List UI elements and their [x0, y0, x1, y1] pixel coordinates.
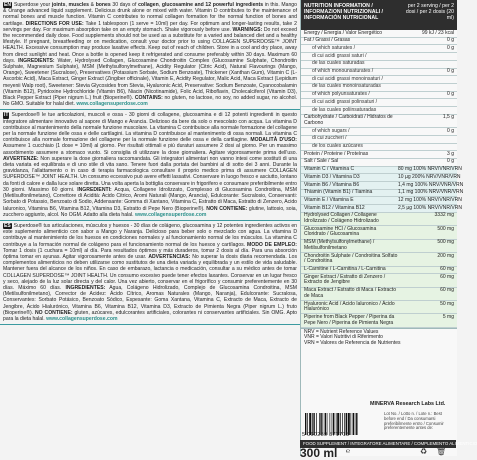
volume-label: 300 ml — [300, 446, 338, 460]
nutrient-name: Chondroitin Sulphate / Condroitina Solfato / Condroitina — [304, 252, 398, 265]
footnote-vnr: VNR = Valori Nutritivi di Riferimento — [304, 334, 383, 341]
en-directions-heading: DIRECTIONS FOR USE: — [25, 20, 84, 27]
nutrient-value — [398, 108, 454, 114]
it-directions: Assumere 1 cucchiaio (1 dose = 10ml) al giorno. Per risultati ottimali e più duraturi assumere 2 dosi al giorno. Per un massimo assorbimento assumere a stomaco vuoto. Si consiglia di utilizzare la dose giornaliera. Agitare vigorosamente prima dell'uso. — [3, 143, 297, 156]
it-intro: Superdose® le tue articolazioni, muscoli e ossa - 30 giorni di collagene, glucosamina e di 12 potenti ingredienti in questo integratore alimentare innovativo al sapore di Mango e Arancia. Delizioso da bere da solo o mescolato con acqua. La vitamina D contribuisce al mantenimento della normale funzione muscolare. La vitamina C contribuisce alla normale formazione del collagene per la normale funzione delle ossa e delle cartilagini. La vitamina D contribuisce al mantenimento di ossa normali. La vitamina C contribuisce alla normale formazione del collagene per la normale funzione delle ossa e della cartilagine. — [3, 112, 297, 144]
nutrient-value: 0 g — [447, 44, 454, 51]
en-ingredients: Water, Hydrolysed Collagen, Glucosamine Chondroitin Complex (Glucosamine Sulphate, Chondroitin Sulphate, Magnesium Sulphate), MSM (Methylsulfonylmethane), Acidity Regulator (Citric Acid), Natural Flavourings (Mango, Orange), Sweetener (Sucralose), Preservatives (Potassium Sorbate, Sodium Benzoate), Thickener (Xanthan Gum), Vitamin C (L-Ascorbic Acid), Maca Extract, Ginger Extract (Zingiber officinale), Vitamin E, Acidity Regulator, Malic Acid, Maca Extract (Lepidium meyenii Walp root), Sweetener: Stevia Glycosides from Stevia, Hyaluronic Acid, Preservative: Sodium Benzoate, Cyanocobalamin (Vitamin B12), Pyridoxine Hydrochloride (Vitamin B6), Niacin (Nicotinamide), Folic Acid, Riboflavin, Cholecalciferol (Vitamin D3), Black Pepper Extract (Piper nigrum L.) fruit (Bioperine®). — [3, 57, 297, 102]
en-body: in this. Mango & Orange advanced liquid supplement. Delicious drunk alone or mixed with water. Vitamin D contributes to the maintenance of normal bones and muscle function. Vitamin C contributes to normal collagen formation for the normal function of bones and cartilage. — [3, 2, 297, 27]
nutrient-name: Fat / Grassi / Grasas — [304, 37, 351, 44]
nutrient-name: Piperine from Black Pepper / Piperina da Pepe Nero / Piperina de Pimienta Negra — [304, 313, 395, 326]
nutrient-name: Maca Extract / Estratto di Maca / Extracto de Maca — [304, 287, 396, 299]
nutrient-name: of which polyunsaturates / — [312, 91, 370, 98]
nutrition-row — [301, 288, 457, 301]
nutrient-value — [398, 100, 454, 106]
ingredients-keyword: and 12 powerful ingredients — [194, 2, 264, 8]
nutrition-row — [301, 274, 457, 287]
nutrient-name: di cui acidi grassi saturi / — [312, 52, 367, 59]
nutrient-name: di cui zuccheri / — [312, 135, 347, 142]
bones-keyword: bones — [95, 2, 111, 8]
nutrient-value: 10 µg 200% NRV/VNR/VRN — [398, 173, 461, 180]
language-tag-en: EN — [4, 2, 11, 8]
nutrient-value — [398, 61, 454, 67]
es-warnings: No superar la dosis diaria recomendada. Los complementos alimenticios no deben utilizarse como sustitutos de una dieta variada y equilibrada y un estilo de vida saludable. Mantener fuera del alcance de los niños. En caso de embarazo, lactancia o medicación, consultar a su médico antes de tomar COLLAGEN SUPERDOSE™ JOINT HEALTH. Un consumo excesivo puede tener efectos laxantes. Conservar en un lugar fresco y seco, alejado de la luz solar directa y del calor. Una vez abierto, conservar en el frigorífico y consumir preferentemente en 30 días. Máximo 60 días. — [3, 253, 297, 291]
en-warnings: Do not exceed the recommended daily dose. Food supplements should not be used as a substitute for a varied and balanced diet and a healthy lifestyle. If pregnant, breastfeeding or on medication, consult your doctor prior to using COLLAGEN SUPERDOSE™ JOINT HEALTH. Excessive consumption may produce laxative effects. Keep out of reach of children. Store in a cool and dry place, away from direct sunlight and heat. Once a bottle is opened keep it refrigerated and consume preferably within 30 days. Maximum 60 days. — [3, 26, 297, 64]
nutrition-row — [301, 115, 457, 128]
recycle-icon: ♻ — [420, 447, 428, 456]
nutrient-value: 0 g — [447, 91, 454, 98]
language-tag-es: ES — [4, 222, 11, 229]
it-ingredients-heading: INGREDIENTI: — [77, 186, 112, 193]
nutrient-value: 1,1 mg 100% NRV/VNR/VRN — [398, 189, 464, 196]
nutrition-row — [301, 173, 461, 182]
en-contains-heading: CONTAINS: — [134, 95, 163, 102]
nutrition-footnotes — [301, 328, 457, 348]
nutrition-table — [300, 0, 464, 456]
en-website-link[interactable]: www.collagensuperdose.com — [76, 101, 148, 108]
nutrient-value — [398, 136, 454, 142]
barcode-number: 5 060259 571718 — [302, 432, 350, 438]
nutrient-value: 3332 mg — [434, 212, 454, 219]
intro-superdose: Superdose — [13, 2, 39, 8]
nutrient-name: MSM (Methylsulfonylmethane) / Metilsulfonilmetano — [304, 239, 375, 251]
nutrient-value: 12 mg 100% NRV/VNR/VRN — [398, 196, 462, 203]
italian-section — [0, 110, 300, 220]
nutrient-name: di cui acidi grassi monoinsaturi / — [312, 75, 383, 82]
serving-column-header: per 2 serving / per 2 dosi / per 2 dosis (20 ml) — [405, 3, 454, 21]
footnote-nrv: NRV = Nutrient Reference Values — [304, 328, 379, 335]
nutrient-value: 80 mg 100% NRV/VNR/VRN — [398, 166, 462, 173]
it-contains: glutine, lattosio, soia, zucchero aggiunto, alcol. No OGM. Adatto alla dieta halal. — [3, 205, 297, 218]
it-contains-heading: NON CONTIENE: — [206, 205, 248, 212]
es-intro: Superdose® tus articulaciones, músculos y huesos - 30 días de colágeno, glucosamina y 12 potentes ingredientes activos en este suplemento alimenticio con sabor a Mango y Naranja. Delicioso para beber solo o mezclado con agua. La vitamina D contribuye al mantenimiento de los huesos en condiciones normales y al funcionamiento normal de los músculos. La vitamina C contribuye a la formación normal de colágeno para el funcionamiento normal de los huesos y cartílagos. — [3, 222, 297, 248]
nutrient-name: di cui acidi grassi polinsaturi / — [312, 98, 378, 105]
nutrient-name: of which sugars / — [312, 127, 350, 134]
nutrient-value: 2,5 µg 100% NRV/VNR/VRN — [398, 204, 462, 211]
nutrient-name: Vitamin C / Vitamina C — [304, 166, 355, 173]
nutrient-value: 5 mg — [442, 313, 454, 320]
nutrient-name: Vitamin E / Vitamina E — [304, 196, 354, 203]
nutrition-rows — [301, 29, 464, 328]
es-contains: gluten, azúcares, edulcorantes artificiales, colorantes ni conservantes artificiales. Sin OMG. Apto para la dieta halal. — [3, 309, 297, 322]
food-supplement-banner: FOOD SUPPLEMENT / INTEGRATORE ALIMENTARE / COMPLEMENTO ALIMENTICIO — [300, 440, 456, 448]
it-warnings-heading: AVVERTENZE: — [3, 155, 39, 162]
nutrient-name: Energy / Energia / Valor Energético — [304, 29, 383, 36]
nutrient-value: 60 mg — [440, 266, 454, 272]
nutrient-value: 0 g — [447, 158, 454, 165]
nutrient-name: de las cuales saturadas — [312, 60, 365, 67]
nutrient-value: 0 g — [447, 37, 454, 44]
nutrient-value — [398, 54, 454, 60]
es-ingredients: Agua, Colágeno Hidrolizado, Complejo de Glucosamina Condroitina, MSM (Metilsulfonilmetano), Corrector de Acidez: Ácido Cítrico, Aromas Naturales (Mango, Naranja), Edulcorante: Sucralosa, Conservantes: Sorbato Potásico, Benzoato Sódico, Espesante: Goma Xantana, Vitamina C, Extracto de Maca, Extracto de Jengibre, Ácido Hialurónico, Vitamina B6, Vitamina B12, Vitamina D3, Extracto de Pimienta Negra (Piper nigrum L.) fruto (Bioperine®). — [3, 284, 298, 316]
es-website-link[interactable]: www.collagensuperdose.com — [46, 315, 118, 322]
nutrient-value: 500 mg — [437, 225, 454, 232]
it-website-link[interactable]: www.collagensuperdose.com — [134, 211, 207, 218]
spanish-section — [0, 221, 300, 325]
nutrient-value: 50 mg — [440, 300, 454, 307]
joints-keyword: joints — [51, 2, 66, 8]
estimated-sign: ℮ — [346, 448, 351, 455]
it-directions-heading: MODALITÀ D'USO: — [250, 137, 297, 144]
es-directions-heading: MODO DE EMPLEO: — [247, 241, 297, 248]
footnote-vrn: VRN = Valores de Referencia de Nutrientes — [304, 340, 401, 347]
nutrient-name: Hydrolysed Collagen / Collagene Idrolizzato / Colágeno Hidrolizado — [304, 212, 379, 225]
nutrient-value: 1,4 mg 100% NRV/VNR/VRN — [398, 181, 464, 188]
nutrient-value: 3 g — [447, 150, 454, 157]
nutrient-name: Carbohydrate / Carboidrati / Hidratos de Carbono — [304, 114, 393, 126]
nutrient-name: Glucosamine HCl / Glucosamina Cloridrato / Glucosamina — [304, 225, 377, 238]
lot-info: Lot No. / Lotto n. / Lote n.: Best before end / Da consumarsi preferibilmente entro / Consumir preferentemente antes de: — [384, 411, 444, 431]
en-warnings-heading: WARNINGS: — [232, 26, 263, 33]
nutrient-name: de los cuales azúcares — [312, 143, 363, 150]
muscles-keyword: muscles — [68, 2, 89, 8]
nutrient-value — [398, 84, 454, 90]
intro-text-2: 30 days of — [110, 2, 139, 8]
es-ingredients-heading: INGREDIENTES: — [65, 284, 106, 291]
it-ingredients: Acqua, Collagene Idrolizzato, Complesso di Glucosamina Condroitina, MSM (Metilsulfonilmetano), Correttore di Acidità: Acido Citrico, Aromi Naturali (Mango, Arancia), Edulcorante: Sucralosio, Conservanti: Sorbato di Potassio, Benzoato di Sodio, Addensante: Gomma di Xantano, Vitamina C, Estratto di Maca, Estratto di Zenzero, Acido Ialuronico, Vitamina B6, Vitamina B12, Vitamina D3, Estratto di Pepe Nero (Bioperine®). — [3, 186, 297, 212]
language-tag-it: IT — [4, 112, 9, 119]
nutrient-name: Hyaluronic Acid / Acido Ialuronico / Ácido Hialurónico — [304, 300, 395, 313]
nutrition-row — [301, 226, 457, 239]
nutrient-value: 1,5 g — [442, 114, 454, 121]
nutrient-value: 0 g — [447, 68, 454, 75]
it-warnings: Non superare la dose giornaliera raccomandata. Gli integratori alimentari non vanno intesi come sostituti di una dieta variata ed equilibrata e di uno stile di vita sano. Tenere fuori dalla portata dei bambini al di sotto dei 3 anni. Durante la gravidanza, l'allattamento o in caso di terapia farmacologica consultare il proprio medico prima di assumere COLLAGEN SUPERDOSE™ JOINT HEALTH. Un consumo eccessivo può avere effetti lassativi. Conservare in luogo fresco e asciutto, lontano da fonti di calore e dalla luce solare diretta. Una volta aperta la bottiglia conservare in frigorifero e consumare preferibilmente entro 30 giorni. Massimo 60 giorni. — [3, 155, 297, 193]
es-contains-heading: NO CONTIENE: — [35, 309, 73, 316]
nutrient-name: Vitamin B12 / Vitamina B12 — [304, 204, 365, 211]
collagen-keyword: collagen — [138, 2, 159, 8]
nutrition-table-title: NUTRITION INFORMATION / INFORMAZIONI NUTRIZIONALI / INFORMACIÓN NUTRICIONAL — [304, 3, 383, 21]
nutrient-name: Protein / Proteine / Proteínas — [304, 150, 369, 157]
nutrition-table-header — [301, 0, 457, 30]
nutrient-value: 0 g — [447, 127, 454, 134]
nutrient-name: of which saturates / — [312, 44, 356, 51]
nutrition-row — [301, 45, 457, 53]
glucosamine-keyword: glucosamine — [161, 2, 193, 8]
nutrient-value: 200 mg — [437, 252, 454, 259]
bin-icon: 🗑 — [436, 447, 447, 456]
en-directions: Take 1 tablespoon (1 serve = 10ml) per day. For optimum and longer-lasting results, take 2 servings per day. For maximum absorption take on an empty stomach. Shake vigorously before use. — [3, 20, 297, 33]
nutrient-name: L-Carnitine / L-Carnitina / L-Carnitina — [304, 266, 386, 272]
nutrition-row — [301, 253, 457, 266]
nutrient-value — [398, 77, 454, 83]
nutrient-value: 99 kJ / 23 kcal — [422, 29, 454, 36]
manufacturer-name: MINERVA Research Labs Ltd. — [370, 401, 446, 407]
nutrient-name: de las cuales monoinsaturadas — [312, 83, 381, 90]
nutrient-name: Salt / Sale / Sal — [304, 158, 339, 165]
nutrition-row — [301, 99, 457, 107]
nutrition-row — [301, 301, 457, 314]
en-contains: no gluten, no lactose, no soy, no added sugar, no alcohol. No GMO. Suitable for halal diet. — [3, 95, 297, 108]
nutrient-name: Vitamin B6 / Vitamina B6 — [304, 181, 360, 188]
intro-text: your — [38, 2, 52, 8]
nutrient-name: de las cuales poliinsaturadas — [312, 106, 377, 113]
nutrient-value: 60 mg — [440, 287, 454, 294]
nutrition-row — [301, 240, 457, 253]
english-section: EN Superdose your joints, muscles & bones 30 days of collagen, glucosamine and 12 powerful ingredients in this. Mango & Orange advanced liquid supplement. Delicious drunk alone or mixed with water. Vitamin D contributes to the maintenance of normal bones and muscle function. Vitamin C contributes to normal collagen formation for the normal function of bones and cartilage. DIRECTIONS FOR USE: Take 1 tablespoon (1 serve = 10ml) per day. For optimum and longer-lasting results, take 2 servings per day. For maximum absorption take on an empty stomach. Shake vigorously before use. WARNINGS: Do not exceed the recommended daily dose. Food supplements should not be used as a substitute for a varied and balanced diet and a healthy lifestyle. If pregnant, breastfeeding or on medication, consult your doctor prior to using COLLAGEN SUPERDOSE™ JOINT HEALTH. Excessive consumption may produce laxative effects. Keep out of reach of children. Store in a cool and dry place, away from direct sunlight and heat. Once a bottle is opened keep it refrigerated and consume preferably within 30 days. Maximum 60 days. INGREDIENTS: Water, Hydrolysed Collagen, Glucosamine Chondroitin Complex (Glucosamine Sulphate, Chondroitin Sulphate, Magnesium Sulphate), MSM (Methylsulfonylmethane), Acidity Regulator (Citric Acid), Natural Flavourings (Mango, Orange), Sweetener (Sucralose), Preservatives (Potassium Sorbate, Sodium Benzoate), Thickener (Xanthan Gum), Vitamin C (L-Ascorbic Acid), Maca Extract, Ginger Extract (Zingiber officinale), Vitamin E, Acidity Regulator, Malic Acid, Maca Extract (Lepidium meyenii Walp root), Sweetener: Stevia Glycosides from Stevia, Hyaluronic Acid, Preservative: Sodium Benzoate, Cyanocobalamin (Vitamin B12), Pyridoxine Hydrochloride (Vitamin B6), Niacin (Nicotinamide), Folic Acid, Riboflavin, Cholecalciferol (Vitamin D3), Black Pepper Extract (Piper nigrum L.) fruit (Bioperine®). CONTAINS: no gluten, no lactose, no soy, no added sugar, no alcohol. No GMO. Suitable for halal diet. www.collagensuperdose.com — [0, 0, 300, 110]
nutrient-value: 60 mg — [440, 273, 454, 280]
en-ingredients-heading: INGREDIENTS: — [18, 57, 55, 64]
es-directions: Tomar 1 dosis (1 cuchara = 10ml) al día. Para resultados óptimos y más duraderos, tomar 2 dosis al día. Para una absorción óptima tomar en ayunas. Agitar vigorosamente antes de usar. — [3, 247, 297, 260]
nutrition-row — [301, 314, 457, 327]
nutrient-name: Thiamin (Vitamin B1) / Tiamina — [304, 189, 373, 196]
nutrient-name: of which monounsaturates / — [312, 68, 374, 75]
nutrient-value — [398, 144, 454, 150]
nutrient-name: Vitamin D3 / Vitamina D3 — [304, 173, 360, 180]
nutrient-value: 500 mg — [437, 239, 454, 246]
nutrient-name: Ginger Extract / Estratto di Zenzero / Extracto de Jengibre — [304, 273, 386, 286]
nutrition-row — [301, 213, 457, 226]
es-warnings-heading: ADVERTENCIAS: — [148, 253, 191, 260]
